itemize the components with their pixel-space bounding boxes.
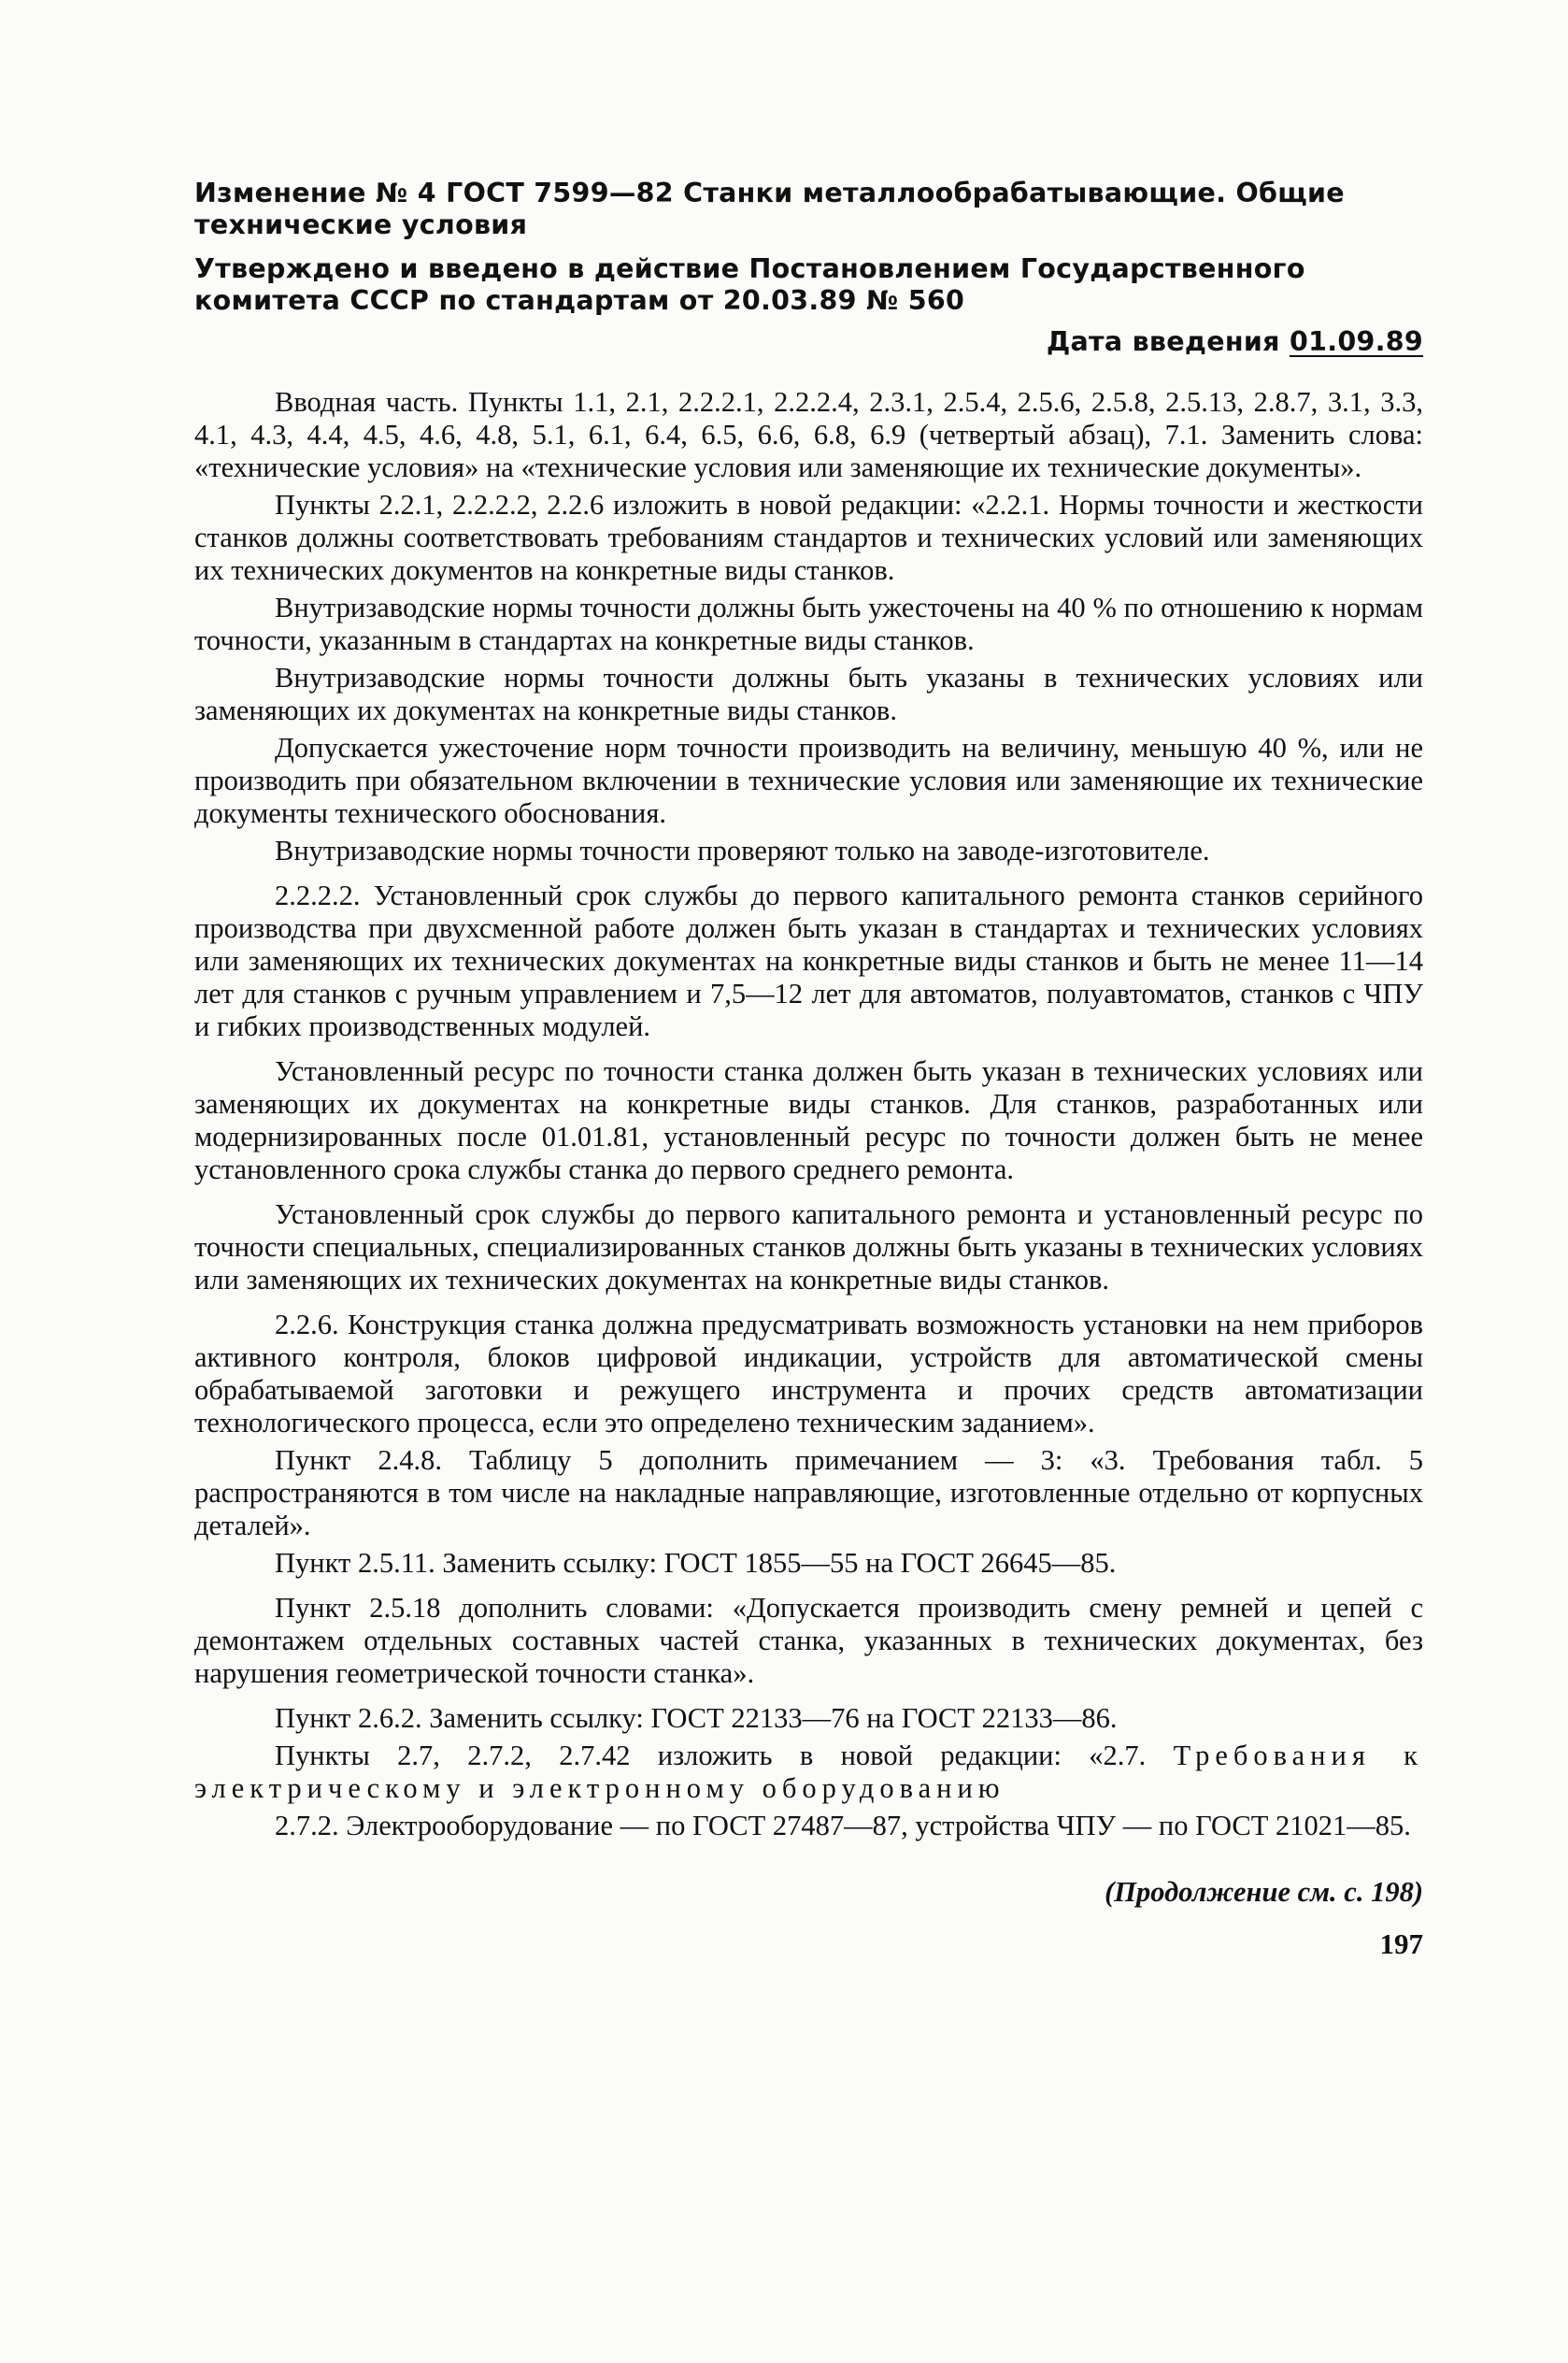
paragraph: 2.7.2. Электрооборудование — по ГОСТ 27487—87, устройства ЧПУ — по ГОСТ 21021—85. <box>275 1810 1411 1841</box>
page-number: 197 <box>1379 1927 1423 1960</box>
paragraph: Пункт 2.5.18 дополнить словами: «Допускается производить смену ремней и цепей с демонтажем отдельных составных частей станка, указанных в технических документах, без нарушения геометрической точности станка». <box>194 1592 1423 1689</box>
document-page <box>194 178 1423 1960</box>
paragraph: Пункты 2.2.1, 2.2.2.2, 2.2.6 изложить в новой редакции: «2.2.1. Нормы точности и жесткости станков должны соответствовать требованиям стандартов и технических условий или заменяющих их технических документов на конкретные виды станков. <box>194 489 1423 586</box>
paragraph: Внутризаводские нормы точности должны быть указаны в технических условиях или заменяющих их документах на конкретные виды станков. <box>194 662 1423 726</box>
effective-date-value: 01.09.89 <box>1289 326 1423 357</box>
paragraph: Вводная часть. Пункты 1.1, 2.1, 2.2.2.1, 2.2.2.4, 2.3.1, 2.5.4, 2.5.6, 2.5.8, 2.5.13, 2.8.7, 3.1, 3.3, 4.1, 4.3, 4.4, 4.5, 4.6, 4.8, 5.1, 6.1, 6.4, 6.5, 6.6, 6.8, 6.9 (четвертый абзац), 7.1. Заменить слова: «технические условия» на «технические условия или заменяющие их технические документы». <box>194 386 1423 483</box>
paragraph: Установленный срок службы до первого капитального ремонта и установленный ресурс по точности специальных, специализированных станков должны быть указаны в технических условиях или заменяющих их технических документах на конкретные виды станков. <box>194 1198 1423 1296</box>
document-title: Изменение № 4 ГОСТ 7599—82 Станки металлообрабатывающие. Общие технические условия <box>194 178 1345 240</box>
paragraph: 2.2.6. Конструкция станка должна предусматривать возможность установки на нем приборов активного контроля, блоков цифровой индикации, устройств для автоматической смены обрабатываемой заготовки и режущего инструмента и прочих средств автоматизации технологического процесса, если это определено техническим заданием». <box>194 1309 1423 1439</box>
document-header <box>194 178 1423 358</box>
approval-statement: Утверждено и введено в действие Постановлением Государственного комитета СССР по стандартам от 20.03.89 № 560 <box>194 253 1305 316</box>
paragraph: Пункт 2.4.8. Таблицу 5 дополнить примечанием — 3: «3. Требования табл. 5 распространяются в том числе на накладные направляющие, изготовленные отдельно от корпусных деталей». <box>194 1444 1423 1541</box>
continuation-note: (Продолжение см. с. 198) <box>1105 1876 1423 1908</box>
document-body <box>194 386 1423 1842</box>
paragraph: Внутризаводские нормы точности проверяют только на заводе-изготовителе. <box>275 835 1210 866</box>
paragraph-2-7 <box>194 1740 1423 1805</box>
paragraph: Внутризаводские нормы точности должны быть ужесточены на 40 % по отношению к нормам точности, указанным в стандартах на конкретные виды станков. <box>194 592 1423 656</box>
paragraph-2-7-spaced-heading: Требования к электрическому и электронному оборудованию <box>194 1740 1423 1804</box>
paragraph: Установленный ресурс по точности станка должен быть указан в технических условиях или заменяющих их документах на конкретные виды станков. Для станков, разработанных или модернизированных после 01.01.81, установленный ресурс по точности должен быть не менее установленного срока службы станка до первого среднего ремонта. <box>194 1055 1423 1185</box>
effective-date-label: Дата введения <box>1046 326 1280 357</box>
paragraph-2-7-intro: Пункты 2.7, 2.7.2, 2.7.42 изложить в новой редакции: «2.7. <box>275 1740 1174 1771</box>
effective-date <box>194 326 1423 358</box>
paragraph: Пункт 2.6.2. Заменить ссылку: ГОСТ 22133—76 на ГОСТ 22133—86. <box>275 1702 1118 1734</box>
paragraph: Пункт 2.5.11. Заменить ссылку: ГОСТ 1855—55 на ГОСТ 26645—85. <box>275 1547 1117 1579</box>
paragraph: Допускается ужесточение норм точности производить на величину, меньшую 40 %, или не производить при обязательном включении в технические условия или заменяющие их технические документы технического обоснования. <box>194 732 1423 829</box>
paragraph: 2.2.2.2. Установленный срок службы до первого капитального ремонта станков серийного производства при двухсменной работе должен быть указан в стандартах и технических условиях или заменяющих их технических документах на конкретные виды станков и быть не менее 11—14 лет для станков с ручным управлением и 7,5—12 лет для автоматов, полуавтоматов, станков с ЧПУ и гибких производственных модулей. <box>194 880 1423 1042</box>
